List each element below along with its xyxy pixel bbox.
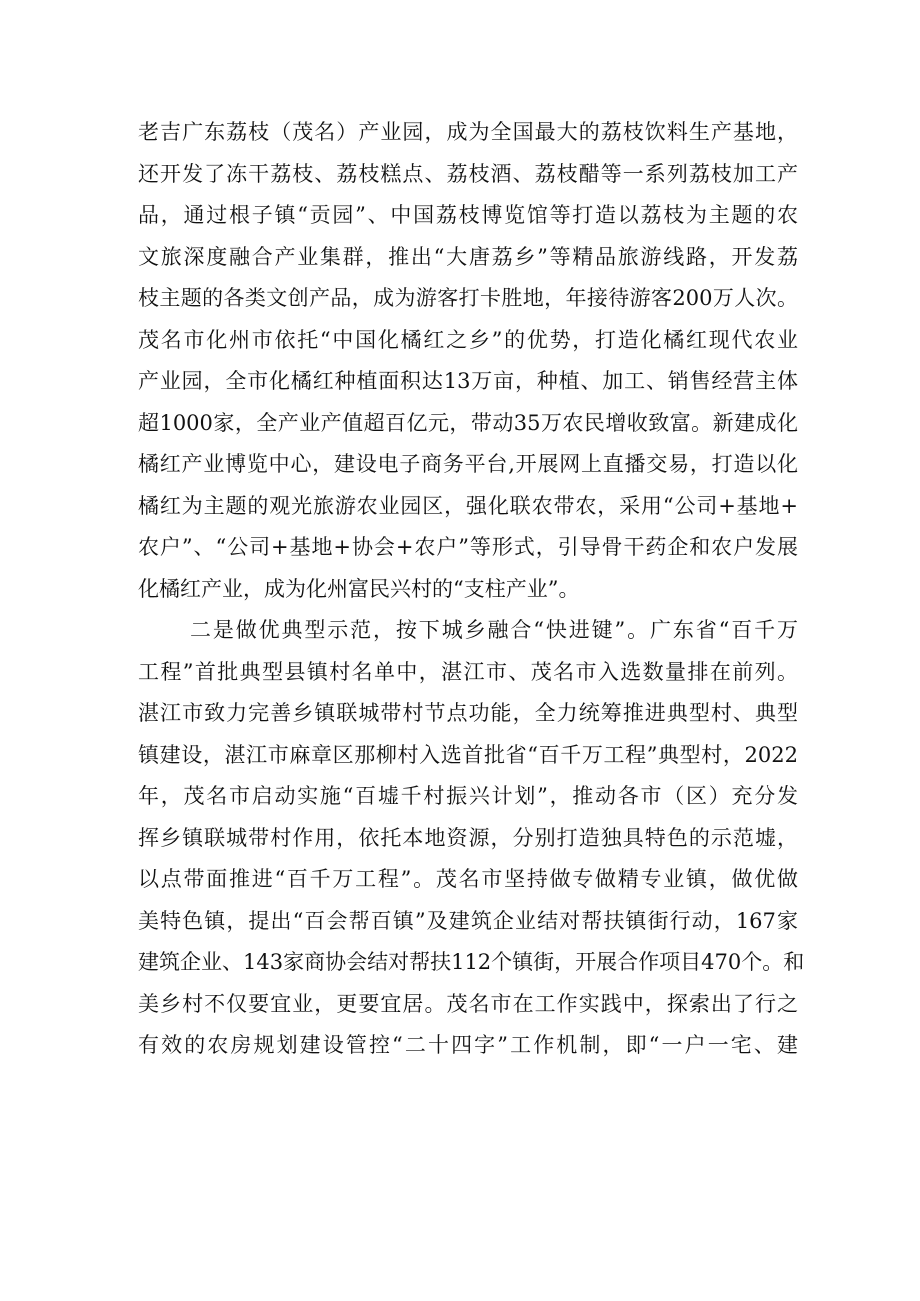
text-line: 产业园，全市化橘红种植面积达13万亩，种植、加工、销售经营主体: [138, 369, 798, 393]
text-line: 超1000家，全产业产值超百亿元，带动35万农民增收致富。新建成化: [138, 410, 798, 435]
text-line: 挥乡镇联城带村作用，依托本地资源，分别打造独具特色的示范墟，: [138, 825, 798, 850]
text-line: 二是做优典型示范，按下城乡融合“快进键”。广东省“百千万: [190, 618, 798, 642]
text-line: 橘红产业博览中心，建设电子商务平台,开展网上直播交易，打造以化: [138, 452, 798, 476]
text-line: 美乡村不仅要宜业，更要宜居。茂名市在工作实践中，探索出了行之: [138, 991, 798, 1016]
text-line: 以点带面推进“百千万工程”。茂名市坚持做专做精专业镇，做优做: [138, 867, 798, 891]
text-line: 品，通过根子镇“贡园”、中国荔枝博览馆等打造以荔枝为主题的农: [138, 203, 798, 227]
text-line: 湛江市致力完善乡镇联城带村节点功能，全力统筹推进典型村、典型: [138, 701, 798, 725]
text-line: 有效的农房规划建设管控“二十四字”工作机制，即“一户一宅、建: [138, 1033, 798, 1057]
text-line: 农户”、“公司+基地+协会+农户”等形式，引导骨干药企和农户发展: [138, 535, 798, 559]
text-line: 建筑企业、143家商协会结对帮扶112个镇街，开展合作项目470个。和: [138, 950, 805, 974]
text-line: 茂名市化州市依托“中国化橘红之乡”的优势，打造化橘红现代农业: [138, 327, 798, 352]
text-line: 橘红为主题的观光旅游农业园区，强化联农带农，采用“公司+基地+: [138, 493, 798, 518]
text-line: 工程”首批典型县镇村名单中，湛江市、茂名市入选数量排在前列。: [138, 659, 798, 684]
text-line: 化橘红产业，成为化州富民兴村的“支柱产业”。: [138, 576, 580, 601]
text-line: 文旅深度融合产业集群，推出“大唐荔乡”等精品旅游线路，开发荔: [138, 244, 798, 269]
body-text: [138, 112, 805, 1067]
text-line: 镇建设，湛江市麻章区那柳村入选首批省“百千万工程”典型村，2022: [138, 742, 798, 767]
text-line: 枝主题的各类文创产品，成为游客打卡胜地，年接待游客200万人次。: [138, 286, 798, 310]
text-line: 年，茂名市启动实施“百墟千村振兴计划”，推动各市（区）充分发: [138, 784, 798, 808]
text-line: 美特色镇，提出“百会帮百镇”及建筑企业结对帮扶镇街行动，167家: [138, 908, 798, 933]
text-line: 还开发了冻干荔枝、荔枝糕点、荔枝酒、荔枝醋等一系列荔枝加工产: [138, 161, 798, 186]
text-line: 老吉广东荔枝（茂名）产业园，成为全国最大的荔枝饮料生产基地，: [138, 120, 798, 144]
